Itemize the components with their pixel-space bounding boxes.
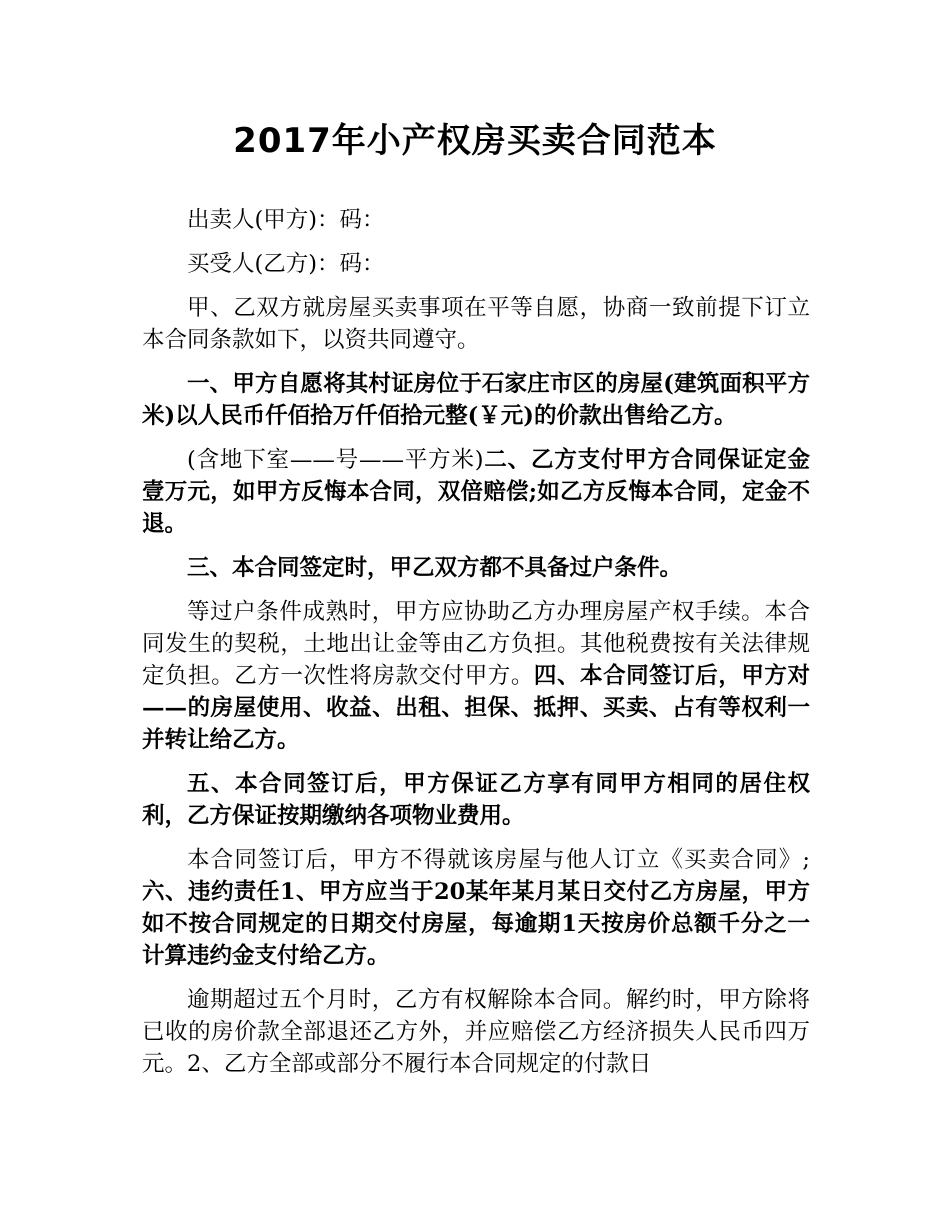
clause-text: 等过户条件成熟时，甲方应协助乙方办理房屋产权手续。本合同发生的契税，土地出让金等由乙方负担。其他税费按有关法律规定负担。乙方一次性将房款交付甲方。 — [142, 599, 810, 689]
document-title: 2017年小产权房买卖合同范本 — [233, 121, 717, 161]
clause-text-bold: 三、本合同签定时，甲乙双方都不具备过户条件。 — [187, 555, 683, 581]
paragraph — [142, 768, 810, 832]
clause-text: (含地下室——号——平方米) — [187, 447, 484, 473]
clause-text-bold: 二、乙方支付甲方合同保证定金壹万元，如甲方反悔本合同，双倍赔偿;如乙方反悔本合同，定金不退。 — [142, 447, 810, 537]
clause-text: 甲、乙双方就房屋买卖事项在平等自愿，协商一致前提下订立本合同条款如下，以资共同遵守。 — [142, 295, 810, 353]
paragraph — [142, 292, 810, 356]
clause-text: 出卖人(甲方)：码： — [187, 207, 385, 233]
clause-text: 逾期超过五个月时，乙方有权解除本合同。解约时，甲方除将已收的房价款全部退还乙方外，并应赔偿乙方经济损失人民币四万元。2、乙方全部或部分不履行本合同规定的付款日 — [142, 987, 810, 1077]
paragraph — [142, 204, 810, 236]
paragraph — [142, 552, 810, 584]
paragraph — [142, 444, 810, 540]
document-body — [142, 204, 810, 1092]
paragraph — [142, 248, 810, 280]
paragraph — [142, 844, 810, 972]
paragraph — [142, 984, 810, 1080]
clause-text: 买受人(乙方)：码： — [187, 251, 385, 277]
clause-text-bold: 五、本合同签订后，甲方保证乙方享有同甲方相同的居住权利，乙方保证按期缴纳各项物业费用。 — [142, 771, 810, 829]
clause-text-bold: 一、甲方自愿将其村证房位于石家庄市区的房屋(建筑面积平方米)以人民币仟佰拾万仟佰拾元整(￥元)的价款出售给乙方。 — [142, 371, 810, 429]
paragraph — [142, 596, 810, 756]
clause-text: 本合同签订后，甲方不得就该房屋与他人订立《买卖合同》; — [187, 847, 810, 873]
clause-text-bold: 四、本合同签订后，甲方对——的房屋使用、收益、出租、担保、抵押、买卖、占有等权利一并转让给乙方。 — [142, 663, 810, 753]
clause-text-bold: 六、违约责任1、甲方应当于20某年某月某日交付乙方房屋，甲方如不按合同规定的日期交付房屋，每逾期1天按房价总额千分之一计算违约金支付给乙方。 — [142, 879, 810, 969]
paragraph — [142, 368, 810, 432]
